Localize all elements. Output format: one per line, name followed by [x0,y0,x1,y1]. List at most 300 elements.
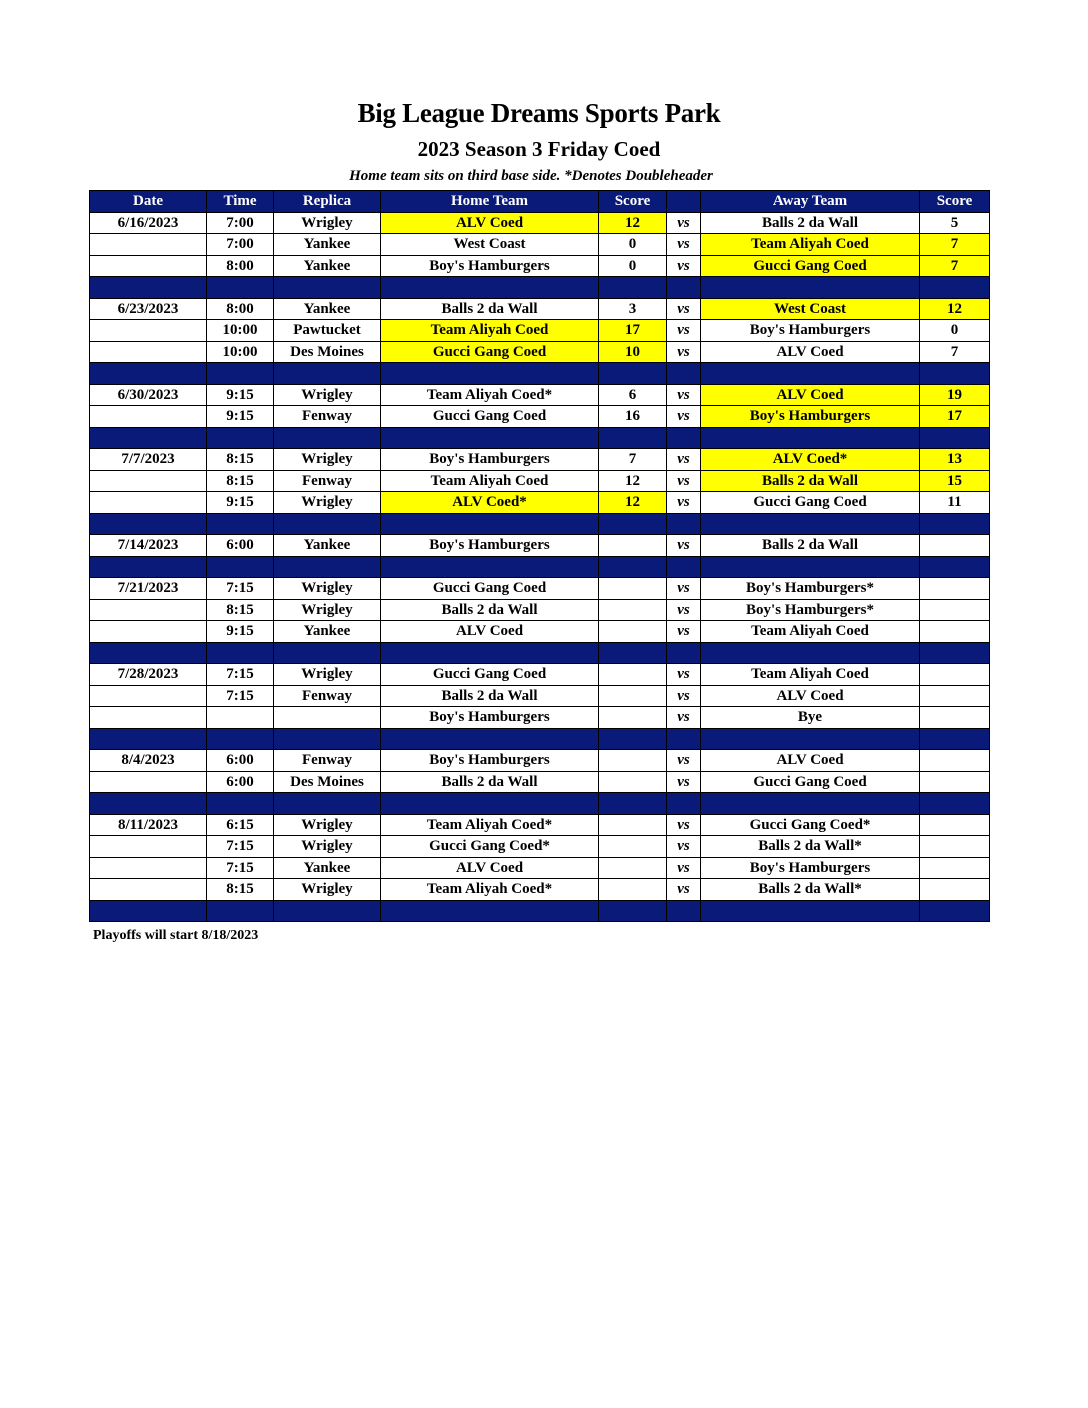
cell-time: 6:00 [207,535,274,557]
separator-cell [274,363,381,385]
separator-cell [599,277,667,299]
cell-vs: vs [667,384,701,406]
cell-away-team: ALV Coed [701,384,920,406]
cell-replica: Yankee [274,621,381,643]
game-row [90,599,990,621]
cell-home-team: Team Aliyah Coed* [381,814,599,836]
cell-replica: Wrigley [274,836,381,858]
game-row [90,298,990,320]
cell-home-team: Boy's Hamburgers [381,535,599,557]
cell-away-team: Boy's Hamburgers [701,320,920,342]
separator-cell [667,793,701,815]
separator-cell [274,793,381,815]
cell-home-score: 10 [599,341,667,363]
cell-vs: vs [667,750,701,772]
cell-home-score [599,535,667,557]
cell-home-score: 6 [599,384,667,406]
game-row [90,879,990,901]
page-title: Big League Dreams Sports Park [357,98,721,128]
week-separator-row [90,642,990,664]
cell-away-score [920,771,990,793]
cell-home-score [599,578,667,600]
separator-cell [701,900,920,922]
cell-date: 8/11/2023 [90,814,207,836]
cell-away-team: ALV Coed* [701,449,920,471]
cell-home-team: Boy's Hamburgers [381,449,599,471]
cell-away-team: Team Aliyah Coed [701,664,920,686]
separator-cell [207,642,274,664]
cell-replica: Wrigley [274,492,381,514]
separator-cell [274,556,381,578]
cell-replica: Wrigley [274,578,381,600]
cell-home-score: 12 [599,212,667,234]
cell-home-team: Team Aliyah Coed* [381,879,599,901]
separator-cell [90,363,207,385]
cell-date: 6/30/2023 [90,384,207,406]
cell-date [90,707,207,729]
header-away-team: Away Team [701,191,920,213]
separator-cell [920,277,990,299]
separator-cell [701,728,920,750]
separator-cell [920,427,990,449]
separator-cell [381,900,599,922]
cell-time: 6:00 [207,750,274,772]
separator-cell [90,728,207,750]
separator-cell [274,900,381,922]
week-separator-row [90,277,990,299]
separator-cell [920,556,990,578]
cell-vs: vs [667,814,701,836]
cell-home-team: Boy's Hamburgers [381,707,599,729]
header-replica: Replica [274,191,381,213]
cell-replica: Fenway [274,406,381,428]
cell-away-team: Bye [701,707,920,729]
cell-time: 7:15 [207,685,274,707]
cell-date [90,492,207,514]
separator-cell [207,793,274,815]
cell-vs: vs [667,298,701,320]
cell-home-team: Gucci Gang Coed [381,406,599,428]
game-row [90,212,990,234]
cell-time: 8:00 [207,298,274,320]
cell-replica: Wrigley [274,212,381,234]
cell-away-team: ALV Coed [701,341,920,363]
cell-away-team: Balls 2 da Wall [701,470,920,492]
cell-away-team: Gucci Gang Coed* [701,814,920,836]
cell-date [90,255,207,277]
cell-home-score [599,664,667,686]
separator-cell [599,427,667,449]
page-subtitle: 2023 Season 3 Friday Coed [417,137,661,161]
cell-away-score: 15 [920,470,990,492]
cell-date [90,836,207,858]
cell-replica: Yankee [274,298,381,320]
cell-time: 8:15 [207,599,274,621]
separator-cell [381,642,599,664]
cell-vs: vs [667,707,701,729]
separator-cell [920,642,990,664]
week-separator-row [90,793,990,815]
cell-vs: vs [667,449,701,471]
cell-home-team: Boy's Hamburgers [381,750,599,772]
week-separator-row [90,363,990,385]
cell-away-score: 7 [920,341,990,363]
separator-cell [599,363,667,385]
cell-vs: vs [667,664,701,686]
header-away-score: Score [920,191,990,213]
cell-away-team: Team Aliyah Coed [701,234,920,256]
cell-away-team: Balls 2 da Wall [701,535,920,557]
cell-date: 7/14/2023 [90,535,207,557]
cell-time [207,707,274,729]
separator-cell [274,513,381,535]
game-row [90,836,990,858]
cell-replica: Yankee [274,535,381,557]
cell-home-score: 3 [599,298,667,320]
cell-time: 6:00 [207,771,274,793]
week-separator-row [90,513,990,535]
cell-away-team: Boy's Hamburgers* [701,578,920,600]
separator-cell [667,728,701,750]
cell-date: 7/28/2023 [90,664,207,686]
separator-cell [274,277,381,299]
cell-home-score: 12 [599,470,667,492]
separator-cell [381,277,599,299]
cell-vs: vs [667,255,701,277]
separator-cell [701,427,920,449]
cell-time: 9:15 [207,384,274,406]
cell-home-score [599,771,667,793]
cell-date [90,406,207,428]
cell-replica: Wrigley [274,814,381,836]
separator-cell [207,556,274,578]
game-row [90,535,990,557]
cell-date [90,857,207,879]
cell-time: 7:15 [207,857,274,879]
cell-replica: Pawtucket [274,320,381,342]
cell-date [90,234,207,256]
separator-cell [381,793,599,815]
game-row [90,814,990,836]
cell-date: 7/7/2023 [90,449,207,471]
cell-away-score [920,836,990,858]
cell-time: 8:15 [207,449,274,471]
cell-away-score [920,664,990,686]
game-row [90,255,990,277]
separator-cell [599,556,667,578]
cell-time: 9:15 [207,406,274,428]
separator-cell [701,642,920,664]
separator-cell [920,728,990,750]
header-vs [667,191,701,213]
cell-home-team: ALV Coed [381,621,599,643]
game-row [90,492,990,514]
cell-replica: Yankee [274,255,381,277]
cell-away-score: 12 [920,298,990,320]
cell-vs: vs [667,492,701,514]
cell-home-team: Balls 2 da Wall [381,599,599,621]
cell-vs: vs [667,578,701,600]
header-time: Time [207,191,274,213]
cell-time: 9:15 [207,621,274,643]
cell-time: 7:00 [207,212,274,234]
cell-time: 10:00 [207,341,274,363]
cell-date [90,320,207,342]
cell-away-score [920,599,990,621]
game-row [90,771,990,793]
cell-date [90,341,207,363]
cell-away-team: Boy's Hamburgers* [701,599,920,621]
playoffs-note: Playoffs will start 8/18/2023 [93,928,259,943]
separator-cell [667,556,701,578]
cell-vs: vs [667,320,701,342]
cell-date: 8/4/2023 [90,750,207,772]
cell-vs: vs [667,341,701,363]
cell-vs: vs [667,836,701,858]
cell-replica: Des Moines [274,771,381,793]
cell-home-score: 0 [599,234,667,256]
game-row [90,707,990,729]
separator-cell [920,363,990,385]
game-row [90,341,990,363]
cell-home-team: Balls 2 da Wall [381,685,599,707]
separator-cell [599,642,667,664]
separator-cell [667,900,701,922]
cell-away-score: 13 [920,449,990,471]
header-home-team: Home Team [381,191,599,213]
separator-cell [274,728,381,750]
cell-away-team: Balls 2 da Wall* [701,836,920,858]
separator-cell [274,642,381,664]
separator-cell [920,793,990,815]
cell-time: 8:15 [207,470,274,492]
cell-away-score [920,857,990,879]
cell-away-team: ALV Coed [701,685,920,707]
cell-time: 6:15 [207,814,274,836]
cell-home-team: Gucci Gang Coed* [381,836,599,858]
cell-home-team: Balls 2 da Wall [381,298,599,320]
cell-vs: vs [667,857,701,879]
cell-away-score [920,879,990,901]
cell-away-score [920,814,990,836]
cell-time: 8:00 [207,255,274,277]
cell-time: 10:00 [207,320,274,342]
cell-away-score: 7 [920,234,990,256]
cell-away-score [920,750,990,772]
separator-cell [90,427,207,449]
cell-replica: Wrigley [274,384,381,406]
separator-cell [90,513,207,535]
week-separator-row [90,427,990,449]
cell-vs: vs [667,406,701,428]
game-row [90,449,990,471]
cell-time: 7:15 [207,664,274,686]
separator-cell [667,363,701,385]
separator-cell [667,513,701,535]
cell-vs: vs [667,535,701,557]
separator-cell [381,363,599,385]
cell-home-team: ALV Coed* [381,492,599,514]
cell-away-score: 19 [920,384,990,406]
game-row [90,320,990,342]
separator-cell [701,277,920,299]
separator-cell [599,793,667,815]
cell-home-score [599,707,667,729]
cell-replica: Wrigley [274,664,381,686]
cell-home-team: Balls 2 da Wall [381,771,599,793]
cell-away-score [920,621,990,643]
game-row [90,664,990,686]
separator-cell [274,427,381,449]
cell-away-team: Balls 2 da Wall* [701,879,920,901]
cell-away-team: West Coast [701,298,920,320]
cell-vs: vs [667,685,701,707]
cell-home-score: 0 [599,255,667,277]
cell-away-score [920,578,990,600]
cell-home-score [599,857,667,879]
cell-home-score [599,750,667,772]
game-row [90,470,990,492]
schedule-table [89,190,990,922]
cell-vs: vs [667,621,701,643]
cell-away-score: 0 [920,320,990,342]
cell-away-score: 11 [920,492,990,514]
cell-home-score: 16 [599,406,667,428]
cell-home-team: Gucci Gang Coed [381,341,599,363]
cell-home-score: 12 [599,492,667,514]
cell-vs: vs [667,879,701,901]
cell-replica: Wrigley [274,599,381,621]
separator-cell [381,728,599,750]
cell-home-team: Team Aliyah Coed [381,470,599,492]
cell-home-team: Gucci Gang Coed [381,664,599,686]
cell-away-score [920,685,990,707]
cell-away-team: Gucci Gang Coed [701,771,920,793]
cell-date: 7/21/2023 [90,578,207,600]
separator-cell [90,642,207,664]
separator-cell [599,728,667,750]
cell-replica: Wrigley [274,449,381,471]
cell-vs: vs [667,212,701,234]
cell-date [90,599,207,621]
schedule-note: Home team sits on third base side. *Denotes Doubleheader [349,168,713,184]
separator-cell [207,513,274,535]
cell-date [90,771,207,793]
cell-vs: vs [667,470,701,492]
separator-cell [90,793,207,815]
cell-away-score [920,707,990,729]
cell-away-score: 7 [920,255,990,277]
separator-cell [701,793,920,815]
cell-home-score: 7 [599,449,667,471]
cell-replica [274,707,381,729]
cell-home-score [599,621,667,643]
cell-home-team: Team Aliyah Coed* [381,384,599,406]
separator-cell [920,513,990,535]
cell-replica: Yankee [274,234,381,256]
header-row [90,191,990,213]
game-row [90,857,990,879]
cell-away-team: Gucci Gang Coed [701,255,920,277]
cell-date [90,685,207,707]
cell-vs: vs [667,771,701,793]
cell-home-team: West Coast [381,234,599,256]
separator-cell [207,427,274,449]
cell-time: 7:15 [207,578,274,600]
cell-away-score: 17 [920,406,990,428]
cell-home-score: 17 [599,320,667,342]
cell-replica: Yankee [274,857,381,879]
separator-cell [207,363,274,385]
cell-date: 6/23/2023 [90,298,207,320]
separator-cell [207,277,274,299]
cell-away-team: Balls 2 da Wall [701,212,920,234]
game-row [90,621,990,643]
game-row [90,384,990,406]
cell-home-team: Team Aliyah Coed [381,320,599,342]
cell-replica: Fenway [274,750,381,772]
cell-away-team: Gucci Gang Coed [701,492,920,514]
separator-cell [207,728,274,750]
header-home-score: Score [599,191,667,213]
week-separator-row [90,900,990,922]
cell-away-team: Boy's Hamburgers [701,857,920,879]
cell-away-team: Team Aliyah Coed [701,621,920,643]
cell-replica: Fenway [274,470,381,492]
cell-replica: Wrigley [274,879,381,901]
cell-home-score [599,599,667,621]
cell-home-score [599,836,667,858]
separator-cell [701,513,920,535]
cell-time: 9:15 [207,492,274,514]
week-separator-row [90,728,990,750]
cell-replica: Des Moines [274,341,381,363]
separator-cell [667,427,701,449]
cell-away-score [920,535,990,557]
cell-home-team: Gucci Gang Coed [381,578,599,600]
separator-cell [381,556,599,578]
separator-cell [920,900,990,922]
week-separator-row [90,556,990,578]
cell-home-score [599,879,667,901]
separator-cell [381,513,599,535]
cell-away-team: ALV Coed [701,750,920,772]
cell-away-score: 5 [920,212,990,234]
schedule-body [90,212,990,922]
cell-home-score [599,814,667,836]
game-row [90,750,990,772]
cell-away-team: Boy's Hamburgers [701,406,920,428]
cell-home-score [599,685,667,707]
cell-vs: vs [667,234,701,256]
cell-home-team: Boy's Hamburgers [381,255,599,277]
separator-cell [381,427,599,449]
cell-date [90,470,207,492]
cell-date [90,621,207,643]
cell-time: 8:15 [207,879,274,901]
separator-cell [667,642,701,664]
cell-vs: vs [667,599,701,621]
game-row [90,406,990,428]
cell-home-team: ALV Coed [381,212,599,234]
separator-cell [701,363,920,385]
cell-date [90,879,207,901]
cell-time: 7:00 [207,234,274,256]
separator-cell [599,900,667,922]
cell-home-team: ALV Coed [381,857,599,879]
game-row [90,685,990,707]
cell-date: 6/16/2023 [90,212,207,234]
